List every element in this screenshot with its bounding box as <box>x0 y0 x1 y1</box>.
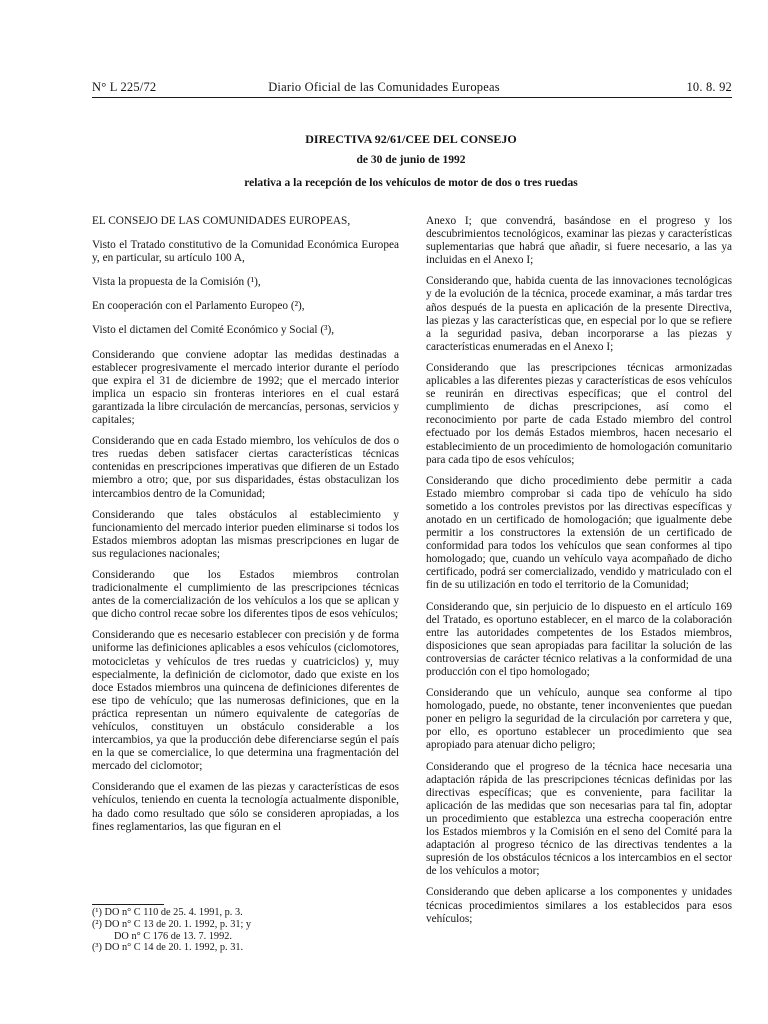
footnote: (¹) DO n° C 110 de 25. 4. 1991, p. 3. <box>92 907 243 918</box>
directive-date: de 30 de junio de 1992 <box>356 154 466 166</box>
paragraph: Considerando que conviene adoptar las medidas destinadas a establecer progresivamente el mercado interior durante el período que expira el 31 de diciembre de 1992; que el mercado interior implica un espacio sin fronteras interiores en el cual estará garantizada la libre circulación de mercancías, personas, servicios y capitales; <box>92 348 399 427</box>
footnotes <box>92 907 399 954</box>
header-rule <box>92 97 732 98</box>
paragraph: EL CONSEJO DE LAS COMUNIDADES EUROPEAS, <box>92 215 351 227</box>
journal-reference: N° L 225/72 <box>92 80 157 94</box>
paragraph: Considerando que los Estados miembros controlan tradicionalmente el cumplimiento de las prescripciones técnicas antes de la comercialización de los vehículos a los que se aplican y que dicho control recae sobre los diferentes tipos de esos vehículos; <box>92 568 399 621</box>
paragraph: Considerando que, sin perjuicio de lo dispuesto en el artículo 169 del Tratado, es oportuno establecer, en el marco de la colaboración entre las autoridades competentes de los Estados miembros, disposiciones que sean apropiadas para facilitar la solución de las controversias de carácter técnico relativas a la conformidad de una producción con el tipo homologado; <box>426 600 732 678</box>
journal-date: 10. 8. 92 <box>686 80 732 94</box>
paragraph: Vista la propuesta de la Comisión (¹), <box>92 276 261 289</box>
paragraph: Considerando que tales obstáculos al establecimiento y funcionamiento del mercado interior pueden eliminarse si todos los Estados miembros adoptan las mismas prescripciones en lugar de sus regulaciones nacionales; <box>92 508 399 560</box>
paragraph: Considerando que el progreso de la técnica hace necesaria una adaptación rápida de las prescripciones técnicas definidas por las directivas específicas; que es conveniente, para facilitar la aplicación de las medidas que son necesarias para tal fin, adoptar un procedimiento que establezca una estrecha cooperación entre los Estados miembros y la Comisión en el seno del Comité para la adaptación al progreso técnico de las directivas tendentes a la supresión de los obstáculos técnicos a los intercambios en el sector de los vehículos a motor; <box>426 760 732 878</box>
paragraph: Considerando que las prescripciones técnicas armonizadas aplicables a las diferentes piezas y características de esos vehículos se reunirán en directivas específicas; que el control del cumplimiento de dichas prescripciones, así como el reconocimiento por parte de cada Estado miembro del control efectuado por los demás Estados miembros, hacen necesario el establecimiento de un procedimiento de homologación comunitario para cada tipo de esos vehículos; <box>426 361 732 466</box>
footnote-rule <box>92 904 164 905</box>
journal-name: Diario Oficial de las Comunidades Europeas <box>268 80 500 94</box>
paragraph: Considerando que dicho procedimiento debe permitir a cada Estado miembro comprobar si cada tipo de vehículo ha sido sometido a los controles previstos por las directivas específicas y anotado en un certificado de homologación; que igualmente debe permitir a los constructores la extensión de un certificado de conformidad para todos los vehículos que sean conformes al tipo homologado; que, cuando un vehículo vaya acompañado de dicho certificado, podrá ser comercializado, vendido y matriculado con el fin de su utilización en todo el territorio de la Comunidad; <box>426 474 732 592</box>
footnote-continuation: DO n° C 176 de 13. 7. 1992. <box>114 930 232 942</box>
paragraph: Considerando que, habida cuenta de las innovaciones tecnológicas y de la evolución de la técnica, procede examinar, a más tardar tres años después de la puesta en aplicación de la presente Directiva, las piezas y las características que, en especial por lo que se refiere a la seguridad pasiva, deban incorporarse a las piezas y características enumeradas en el Anexo I; <box>426 275 732 353</box>
paragraph: Visto el dictamen del Comité Económico y Social (³), <box>92 324 335 337</box>
paragraph: Considerando que en cada Estado miembro, los vehículos de dos o tres ruedas deben satisfacer ciertas características técnicas contenidas en prescripciones imperativas que difieren de un Estado miembro a otro; que, por sus disparidades, éstas obstaculizan los intercambios dentro de la Comunidad; <box>92 435 399 500</box>
directive-subject: relativa a la recepción de los vehículos de motor de dos o tres ruedas <box>244 177 578 189</box>
paragraph: Anexo I; que convendrá, basándose en el progreso y los descubrimientos tecnológicos, examinar las piezas y características suplementarias que habrá que añadir, si fuere necesario, a las ya incluidas en el Anexo I; <box>426 215 732 267</box>
paragraph: Considerando que es necesario establecer con precisión y de forma uniforme las definiciones aplicables a esos vehículos (ciclomotores, motocicletas y vehículos de tres ruedas y cuatriciclos) y, muy especialmente, la definición de ciclomotor, dado que existe en los doce Estados miembros una quincena de definiciones diferentes de ese tipo de vehículo; que las numerosas definiciones, que en la práctica representan un número equivalente de categorías de vehículos, constituyen un obstáculo considerable a los intercambios, ya que la producción debe diferenciarse según el país en la que se comercialice, lo que determina una fragmentación del mercado del ciclomotor; <box>92 629 399 773</box>
paragraph: Considerando que deben aplicarse a los componentes y unidades técnicas procedimientos similares a los establecidos para esos vehículos; <box>426 886 732 925</box>
footnote: (³) DO n° C 14 de 20. 1. 1992, p. 31. <box>92 942 244 954</box>
footnote: (²) DO n° C 13 de 20. 1. 1992, p. 31; y <box>92 918 252 930</box>
left-column <box>92 215 399 842</box>
paragraph: Considerando que el examen de las piezas y características de esos vehículos, teniendo en cuenta la tecnología actualmente disponible, ha dado como resultado que sólo se consideren apropiadas, a los fines reglamentarios, las que figuran en el <box>92 781 399 833</box>
paragraph: En cooperación con el Parlamento Europeo (²), <box>92 300 305 313</box>
paragraph: Visto el Tratado constitutivo de la Comunidad Económica Europea y, en particular, su artículo 100 A, <box>92 239 399 265</box>
paragraph: Considerando que un vehículo, aunque sea conforme al tipo homologado, puede, no obstante, tener inconvenientes que puedan poner en peligro la seguridad de la circulación por carretera y que, por ello, es oportuno establecer un procedimiento que sea apropiado para atenuar dicho peligro; <box>426 687 732 752</box>
right-column <box>426 215 732 934</box>
directive-title: DIRECTIVA 92/61/CEE DEL CONSEJO <box>305 132 517 146</box>
